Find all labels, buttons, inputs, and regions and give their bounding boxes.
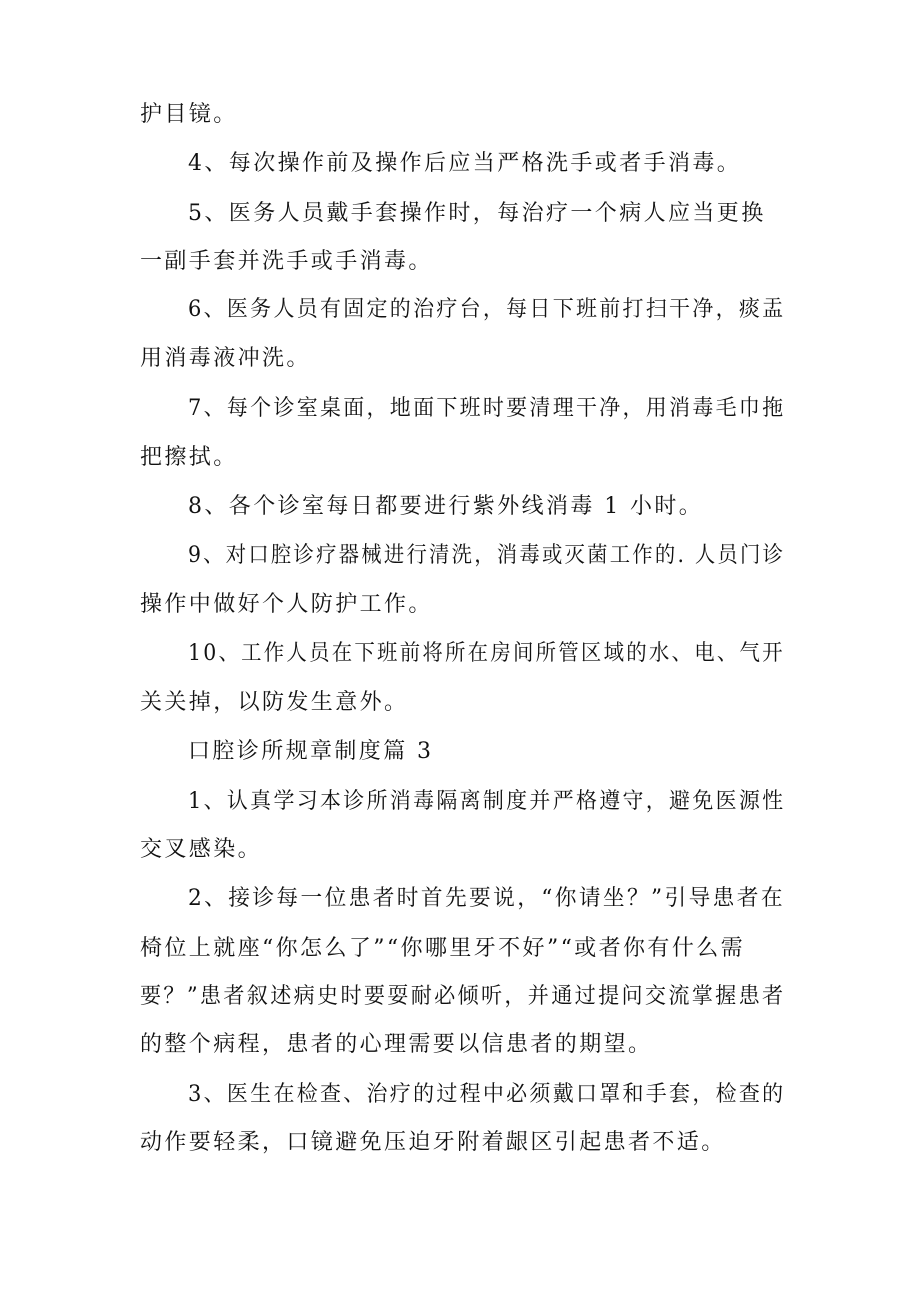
text-line: 8、各个诊室每日都要进行紫外线消毒 1 小时。 (188, 494, 704, 519)
text-line: 3、医生在检查、治疗的过程中必须戴口罩和手套，检查的 (188, 1082, 786, 1107)
text-line: 一副手套并洗手或手消毒。 (140, 249, 433, 274)
text-line: 10、工作人员在下班前将所在房间所管区域的水、电、气开 (188, 641, 785, 666)
text-line: 1、认真学习本诊所消毒隔离制度并严格遵守，避免医源性 (188, 789, 786, 814)
text-line: 操作中做好个人防护工作。 (140, 592, 433, 617)
text-line: 交叉感染。 (140, 837, 263, 862)
text-line: 把擦拭。 (140, 445, 238, 470)
text-line: 2、接诊每一位患者时首先要说，“你请坐？”引导患者在 (188, 886, 785, 911)
text-line: 要？”患者叙述病史时要耍耐必倾听，并通过提问交流掌握患者 (140, 984, 786, 1009)
text-line: 5、医务人员戴手套操作时，每治疗一个病人应当更换 (188, 201, 766, 226)
text-line: 关关掉，以防发生意外。 (140, 690, 409, 715)
text-line: 护目镜。 (140, 102, 238, 127)
text-line: 用消毒液冲洗。 (140, 346, 311, 371)
text-line: 6、医务人员有固定的治疗台，每日下班前打扫干净，痰盂 (188, 297, 786, 322)
text-line: 的整个病程，患者的心理需要以信患者的期望。 (140, 1032, 653, 1057)
text-line: 9、对口腔诊疗器械进行清洗，消毒或灭菌工作的. 人员门诊 (188, 543, 786, 568)
text-line: 椅位上就座“你怎么了”“你哪里牙不好”“或者你有什么需 (140, 936, 746, 961)
text-line: 4、每次操作前及操作后应当严格洗手或者手消毒。 (188, 151, 742, 176)
text-line: 动作要轻柔，口镜避免压迫牙附着龈区引起患者不适。 (140, 1130, 726, 1155)
section-heading: 口腔诊所规章制度篇 3 (188, 739, 434, 764)
text-line: 7、每个诊室桌面，地面下班时要清理干净，用消毒毛巾拖 (188, 396, 786, 421)
